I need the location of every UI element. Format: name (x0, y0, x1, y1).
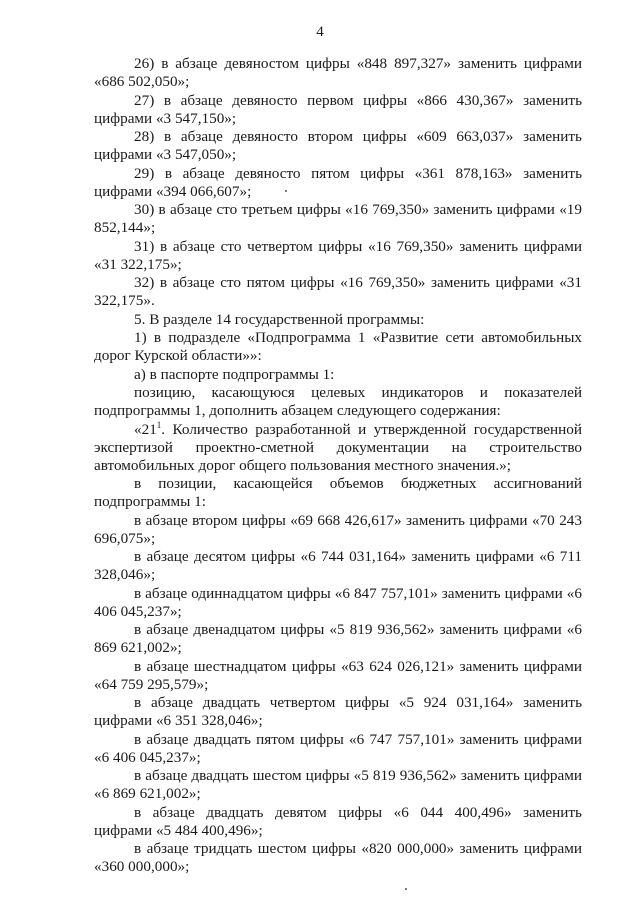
position-budget: в позиции, касающейся объемов бюджетных ассигнований подпрограммы 1: (94, 475, 582, 510)
section-5-heading: 5. В разделе 14 государственной программы: (134, 310, 425, 328)
budget-item-36: в абзаце тридцать шестом цифры «820 000,000» заменить цифрами «360 000,000»; (94, 840, 582, 875)
paragraph-30: 30) в абзаце сто третьем цифры «16 769,350» заменить цифрами «19 852,144»; (94, 201, 582, 236)
scan-speck (285, 190, 287, 192)
budget-item-2: в абзаце втором цифры «69 668 426,617» заменить цифрами «70 243 696,075»; (94, 511, 582, 547)
budget-item-12: в абзаце двенадцатом цифры «5 819 936,562» заменить цифрами «6 869 621,002»; (94, 621, 582, 656)
budget-item-25: в абзаце двадцать пятом цифры «6 747 757,101» заменить цифрами «6 406 045,237»; (94, 730, 582, 766)
subsection-1: 1) в подразделе «Подпрограмма 1 «Развитие сети автомобильных дорог Курской области»»: (94, 329, 582, 364)
budget-item-11: в абзаце одиннадцатом цифры «6 847 757,101» заменить цифрами «6 406 045,237»; (94, 584, 582, 620)
quoted-paragraph (94, 421, 582, 475)
position-indicators: позицию, касающуюся целевых индикаторов и показателей подпрограммы 1, дополнить абзацем следующего содержания: (94, 384, 582, 419)
paragraph-29: 29) в абзаце девяносто пятом цифры «361 878,163» заменить цифрами «394 066,607»; (94, 164, 582, 200)
quote-superscript: 1 (156, 419, 162, 430)
paragraph-26: 26) в абзаце девяностом цифры «848 897,327» заменить цифрами «686 502,050»; (94, 55, 582, 90)
budget-item-10: в абзаце десятом цифры «6 744 031,164» заменить цифрами «6 711 328,046»; (94, 548, 582, 583)
quote-prefix: «21 (134, 420, 157, 438)
paragraph-31: 31) в абзаце сто четвертом цифры «16 769,350» заменить цифрами «31 322,175»; (94, 237, 582, 273)
budget-item-26: в абзаце двадцать шестом цифры «5 819 936,562» заменить цифрами «6 869 621,002»; (94, 767, 582, 802)
budget-item-29: в абзаце двадцать девятом цифры «6 044 400,496» заменить цифрами «5 484 400,496»; (94, 803, 582, 839)
paragraph-28: 28) в абзаце девяносто втором цифры «609 663,037» заменить цифрами «3 547,050»; (94, 128, 582, 163)
scan-speck (405, 888, 407, 890)
item-a: а) в паспорте подпрограммы 1: (134, 365, 335, 383)
paragraph-27: 27) в абзаце девяносто первом цифры «866 430,367» заменить цифрами «3 547,150»; (94, 91, 582, 127)
budget-item-16: в абзаце шестнадцатом цифры «63 624 026,121» заменить цифрами «64 759 295,579»; (94, 657, 582, 693)
budget-item-24: в абзаце двадцать четвертом цифры «5 924 031,164» заменить цифрами «6 351 328,046»; (94, 694, 582, 729)
paragraph-32: 32) в абзаце сто пятом цифры «16 769,350» заменить цифрами «31 322,175». (94, 274, 582, 309)
document-body (94, 55, 582, 877)
quote-suffix: . Количество разработанной и утвержденной государственной экспертизой проектно-сметной документации на строительство автомобильных дорог общего пользования местного значения.»; (94, 420, 582, 474)
page-number: 4 (316, 24, 324, 40)
